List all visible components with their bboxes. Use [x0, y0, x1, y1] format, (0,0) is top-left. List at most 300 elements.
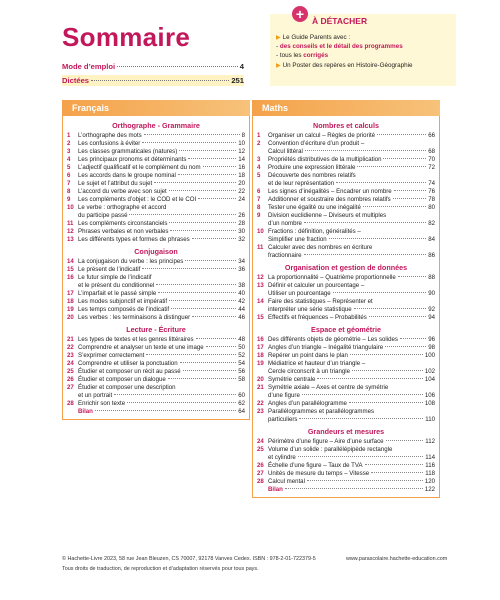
entry-title: Comprendre et utiliser la ponctuation: [78, 360, 178, 367]
section-title: Lecture - Écriture: [126, 325, 186, 334]
entry-title: La conjugaison du verbe : les principes: [78, 258, 184, 265]
toc-entry-continued: [257, 180, 435, 188]
toc-entry[interactable]: [257, 408, 435, 416]
entry-number: 15: [257, 314, 264, 321]
entry-page: 114: [425, 454, 435, 461]
entry-page: 30: [238, 228, 245, 235]
entry-number: 15: [67, 266, 74, 273]
leader-dots: [178, 174, 236, 175]
entry-page: 68: [428, 148, 435, 155]
entry-page: 22: [238, 188, 245, 195]
entry-title: Les modes subjonctif et impératif: [78, 298, 168, 305]
toc-entry[interactable]: [67, 196, 245, 204]
entry-title: Calculer avec des nombres en écriture: [268, 244, 373, 251]
toc-entry[interactable]: [257, 172, 435, 180]
entry-title: Parallélogrammes et parallélogrammes: [268, 408, 375, 415]
detacher-text: - tous les: [276, 52, 304, 59]
leader-dots: [385, 346, 426, 347]
entry-title: Étudier et composer une description: [78, 384, 176, 391]
entry-number: 26: [257, 462, 264, 469]
entry-number: 17: [257, 344, 264, 351]
toc-entry[interactable]: [67, 148, 245, 156]
entry-page: 74: [428, 180, 435, 187]
toc-entry[interactable]: [257, 196, 435, 204]
toc-entry-continued: [257, 416, 435, 424]
entry-number: 17: [67, 290, 74, 297]
entry-page: 48: [238, 336, 245, 343]
leader-dots: [302, 394, 423, 395]
entry-title: Étudier et composer un récit au passé: [78, 368, 181, 375]
entry-number: [257, 416, 268, 424]
entry-number: 12: [67, 228, 74, 235]
entry-number: 25: [67, 368, 74, 375]
entry-title: d’une figure: [268, 392, 300, 399]
entry-number: 7: [67, 180, 71, 187]
toc-entry[interactable]: [67, 258, 245, 266]
entry-number: 16: [257, 336, 264, 343]
entry-title: Les accords dans le groupe nominal: [78, 172, 176, 179]
leader-dots: [156, 284, 236, 285]
entry-title: et le présent du conditionnel: [78, 282, 155, 289]
entry-title: Symétrie centrale: [268, 376, 316, 383]
leader-dots: [285, 488, 423, 489]
leader-dots: [169, 222, 236, 223]
entry-title: interpréter une série statistique: [268, 306, 352, 313]
entry-title: Simplifier une fraction: [268, 236, 327, 243]
toc-entry[interactable]: [67, 266, 245, 274]
entry-title: Définir et calculer un pourcentage –: [268, 282, 365, 289]
entry-number: 2: [67, 140, 71, 147]
leader-dots: [114, 394, 236, 395]
entry-number: 4: [67, 156, 71, 163]
entry-title: Calcul mental: [268, 478, 305, 485]
leader-dots: [158, 292, 236, 293]
toc-entry[interactable]: [257, 228, 435, 236]
toc-entry[interactable]: [67, 274, 245, 282]
toc-entry-continued: [257, 454, 435, 462]
entry-title: Les classes grammaticales (natures): [78, 148, 178, 155]
entry-number: [257, 180, 268, 188]
entry-page: 12: [238, 148, 245, 155]
entry-title: et de leur représentation: [268, 180, 335, 187]
toc-entry-continued: [257, 290, 435, 298]
entry-title: Repérer un point dans le plan: [268, 352, 348, 359]
entry-number: 6: [67, 172, 71, 179]
toc-entry[interactable]: [67, 290, 245, 298]
entry-page: 108: [424, 400, 435, 407]
leader-dots: [386, 440, 424, 441]
toc-entry[interactable]: [257, 188, 435, 196]
entry-number: 28: [257, 478, 264, 485]
entry-title: fractionnaire: [268, 252, 302, 259]
entry-title: Volume d’un solide : parallélépipède rectangle: [268, 446, 393, 453]
detacher-text: Le Guide Parents avec :: [282, 34, 351, 41]
entry-page: 120: [424, 478, 435, 485]
toc-entry[interactable]: [67, 344, 245, 352]
entry-page: 70: [428, 156, 435, 163]
entry-page: 42: [238, 298, 245, 305]
toc-entry-continued: [257, 392, 435, 400]
entry-number: 19: [67, 306, 74, 313]
toc-entry[interactable]: [67, 408, 245, 416]
toc-entry[interactable]: [67, 156, 245, 164]
entry-title: Découverte des nombres relatifs: [268, 172, 356, 179]
leader-dots: [95, 410, 236, 411]
toc-entry[interactable]: [67, 188, 245, 196]
toc-entry-continued: [257, 148, 435, 156]
entry-number: 9: [67, 196, 71, 203]
toc-entry[interactable]: [257, 298, 435, 306]
toc-entry[interactable]: [257, 244, 435, 252]
francais-toc: [62, 116, 250, 420]
entry-title: Les verbes : les terminaisons à distinguer: [78, 314, 191, 321]
entry-title: L’orthographe des mots: [78, 132, 142, 139]
leader-dots: [185, 260, 236, 261]
detacher-highlight: corrigés: [303, 52, 329, 59]
arrow-icon: ▶: [276, 35, 281, 41]
entry-page: 94: [428, 314, 435, 321]
entry-number: [257, 220, 268, 228]
entry-number: 14: [257, 298, 264, 305]
entry-title: Fractions : définition, généralités –: [268, 228, 361, 235]
toc-entry[interactable]: [67, 314, 245, 322]
entry-page: 52: [238, 352, 245, 359]
toc-label: Dictées: [62, 76, 90, 85]
entry-page: 38: [238, 282, 245, 289]
entry-title: Les différents types et formes de phrases: [78, 236, 190, 243]
entry-page: 28: [238, 220, 245, 227]
toc-entry[interactable]: [257, 164, 435, 172]
entry-number: [257, 368, 268, 376]
section-title: Conjugaison: [134, 247, 178, 256]
entry-number: 8: [257, 204, 261, 211]
toc-entry[interactable]: [257, 446, 435, 454]
toc-entry[interactable]: [67, 368, 245, 376]
leader-dots: [206, 346, 237, 347]
entry-title: Additionner et soustraire des nombres relatifs: [268, 196, 391, 203]
entry-number: 13: [257, 282, 264, 289]
entry-page: 102: [424, 368, 435, 375]
leader-dots: [350, 354, 423, 355]
entry-number: [257, 454, 268, 462]
entry-number: [67, 212, 78, 220]
entry-number: 5: [67, 164, 71, 171]
entry-title: L’accord du verbe avec son sujet: [78, 188, 167, 195]
toc-entry[interactable]: [257, 384, 435, 392]
toc-entry[interactable]: [67, 376, 245, 384]
entry-number: 22: [257, 400, 264, 407]
entry-title: d’un nombre: [268, 220, 302, 227]
entry-number: 10: [67, 204, 74, 211]
entry-number: 4: [257, 164, 261, 171]
toc-entry[interactable]: [67, 132, 245, 140]
entry-page: 86: [428, 252, 435, 259]
toc-dictees[interactable]: [62, 75, 244, 86]
entry-page: 122: [424, 486, 435, 493]
entry-title: Unités de mesure du temps – Vitesse: [268, 470, 370, 477]
toc-entry[interactable]: [257, 470, 435, 478]
detacher-highlight: des conseils et le détail des programmes: [279, 43, 403, 50]
toc-entry[interactable]: [257, 400, 435, 408]
entry-page: 66: [428, 132, 435, 139]
toc-entry[interactable]: [67, 204, 245, 212]
toc-entry[interactable]: [67, 360, 245, 368]
entry-title: Cercle circonscrit à un triangle: [268, 368, 350, 375]
entry-page: 18: [238, 172, 245, 179]
toc-entry[interactable]: [257, 336, 435, 344]
toc-entry[interactable]: [67, 236, 245, 244]
toc-entry-continued: [257, 306, 435, 314]
toc-entry[interactable]: [67, 172, 245, 180]
leader-dots: [371, 472, 423, 473]
leader-dots: [398, 276, 427, 277]
entry-title: Produire une expression littérale: [268, 164, 356, 171]
entry-number: [257, 486, 268, 494]
entry-number: 22: [67, 344, 74, 351]
entry-page: 50: [238, 344, 245, 351]
entry-number: 8: [67, 188, 71, 195]
entry-number: [257, 290, 268, 298]
entry-page: 40: [238, 290, 245, 297]
toc-entry[interactable]: [67, 384, 245, 392]
entry-title: Propriétés distributives de la multiplication: [268, 156, 382, 163]
section-title: Organisation et gestion de données: [284, 263, 408, 272]
entry-page: 104: [424, 376, 435, 383]
entry-title: particuliers: [268, 416, 298, 423]
leader-dots: [198, 198, 236, 199]
entry-number: [257, 392, 268, 400]
toc-entry[interactable]: [67, 336, 245, 344]
entry-title: du participe passé: [78, 212, 128, 219]
toc-entry[interactable]: [257, 478, 435, 486]
leader-dots: [129, 214, 236, 215]
toc-entry[interactable]: [257, 314, 435, 322]
entry-title: Calcul littéral: [268, 148, 303, 155]
entry-number: [67, 408, 78, 416]
entry-title: Des différents objets de géométrie – Les solides: [268, 336, 398, 343]
entry-page: 64: [238, 408, 245, 415]
leader-dots: [304, 222, 426, 223]
detacher-line: [276, 52, 328, 59]
entry-number: 10: [257, 228, 264, 235]
toc-entry[interactable]: [257, 132, 435, 140]
leader-dots: [307, 480, 423, 481]
leader-dots: [142, 268, 236, 269]
maths-toc: [252, 116, 440, 498]
entry-title: Médiatrice et hauteur d’un triangle –: [268, 360, 366, 367]
entry-page: 62: [238, 400, 245, 407]
entry-page: 8: [241, 132, 245, 139]
entry-title: Angles d’un parallélogramme: [268, 400, 347, 407]
entry-title: L’adjectif qualificatif et le complément du nom: [78, 164, 201, 171]
leader-dots: [146, 354, 236, 355]
entry-title: Comprendre et analyser un texte et une image: [78, 344, 204, 351]
toc-mode-emploi[interactable]: [62, 62, 244, 71]
entry-number: 20: [67, 314, 74, 321]
leader-dots: [117, 66, 238, 67]
entry-number: [257, 148, 268, 156]
detacher-box: [270, 6, 456, 86]
leader-dots: [317, 378, 422, 379]
entry-title: Échelle d’une figure – Taux de TVA: [268, 462, 363, 469]
toc-entry-continued: [257, 236, 435, 244]
francais-column: [62, 100, 250, 420]
section-title: Nombres et calculs: [313, 121, 379, 130]
leader-dots: [169, 300, 236, 301]
toc-entry[interactable]: [257, 360, 435, 368]
entry-title: Bilan: [78, 408, 93, 415]
entry-number: 24: [67, 360, 74, 367]
leader-dots: [299, 418, 423, 419]
toc-entry[interactable]: [67, 180, 245, 188]
leader-dots: [298, 456, 424, 457]
section-title: Orthographe - Grammaire: [112, 121, 200, 130]
entry-page: 92: [428, 306, 435, 313]
toc-entry[interactable]: [257, 376, 435, 384]
entry-page: 20: [238, 180, 245, 187]
entry-page: 44: [238, 306, 245, 313]
leader-dots: [127, 402, 236, 403]
entry-page: 84: [428, 236, 435, 243]
toc-entry[interactable]: [67, 400, 245, 408]
maths-header: Maths: [252, 100, 440, 116]
toc-entry[interactable]: [257, 462, 435, 470]
entry-page: 26: [238, 212, 245, 219]
entry-number: 11: [67, 220, 74, 227]
toc-entry[interactable]: [257, 204, 435, 212]
leader-dots: [369, 316, 426, 317]
entry-number: 23: [257, 408, 264, 415]
entry-number: 1: [67, 132, 71, 139]
entry-page: 82: [428, 220, 435, 227]
entry-title: Angles d’un triangle – Inégalité triangulaire: [268, 344, 384, 351]
entry-number: 3: [257, 156, 261, 163]
leader-dots: [363, 206, 426, 207]
toc-entry[interactable]: [257, 438, 435, 446]
entry-page: 32: [238, 236, 245, 243]
leader-dots: [154, 182, 236, 183]
leader-dots: [394, 190, 427, 191]
entry-title: Périmètre d’une figure – Aire d’une surface: [268, 438, 384, 445]
toc-entry-continued: [67, 212, 245, 220]
entry-title: S’exprimer correctement: [78, 352, 145, 359]
arrow-icon: ▶: [276, 63, 281, 69]
leader-dots: [352, 370, 423, 371]
leader-dots: [91, 80, 229, 81]
entry-number: [257, 306, 268, 314]
entry-page: 106: [424, 392, 435, 399]
leader-dots: [365, 464, 424, 465]
toc-entry[interactable]: [67, 140, 245, 148]
entry-title: Division euclidienne – Diviseurs et multiples: [268, 212, 387, 219]
detacher-line: [276, 62, 412, 69]
detacher-line: [276, 43, 403, 50]
entry-page: 110: [425, 416, 435, 423]
entry-number: 21: [67, 336, 74, 343]
toc-entry[interactable]: [257, 212, 435, 220]
toc-label: Mode d’emploi: [62, 62, 116, 71]
entry-title: L’imparfait et le passé simple: [78, 290, 157, 297]
toc-entry[interactable]: [257, 156, 435, 164]
entry-page: 10: [238, 140, 245, 147]
entry-number: 12: [257, 274, 264, 281]
entry-title: Utiliser un pourcentage: [268, 290, 331, 297]
toc-entry[interactable]: [67, 298, 245, 306]
entry-number: 5: [257, 172, 261, 179]
toc-entry-continued: [257, 220, 435, 228]
entry-title: Faire des statistiques – Représenter et: [268, 298, 373, 305]
entry-number: 9: [257, 212, 261, 219]
entry-number: [67, 392, 78, 400]
entry-number: 26: [67, 376, 74, 383]
leader-dots: [183, 370, 237, 371]
entry-number: 11: [257, 244, 264, 251]
entry-number: 20: [257, 376, 264, 383]
entry-page: 116: [425, 462, 435, 469]
entry-title: Convention d’écriture d’un produit –: [268, 140, 365, 147]
toc-entry[interactable]: [257, 352, 435, 360]
leader-dots: [144, 134, 240, 135]
entry-page: 112: [425, 438, 435, 445]
leader-dots: [354, 308, 427, 309]
entry-title: Étudier et composer un dialogue: [78, 376, 166, 383]
entry-number: 7: [257, 196, 261, 203]
leader-dots: [349, 402, 423, 403]
leader-dots: [192, 238, 237, 239]
leader-dots: [196, 338, 237, 339]
toc-entry-continued: [257, 252, 435, 260]
entry-page: 90: [428, 290, 435, 297]
toc-entry[interactable]: [67, 306, 245, 314]
detacher-line: [276, 34, 350, 41]
entry-title: Les confusions à éviter: [78, 140, 141, 147]
entry-page: 60: [238, 392, 245, 399]
entry-page: 36: [238, 266, 245, 273]
entry-number: 18: [257, 352, 264, 359]
toc-entry[interactable]: [257, 274, 435, 282]
detacher-title: À DÉTACHER: [312, 16, 368, 26]
entry-title: Tester une égalité ou une inégalité: [268, 204, 361, 211]
toc-page: 251: [231, 76, 244, 85]
francais-header: Français: [62, 100, 250, 116]
toc-entry[interactable]: [257, 140, 435, 148]
toc-entry[interactable]: [257, 344, 435, 352]
entry-page: 100: [424, 352, 435, 359]
entry-page: 80: [428, 204, 435, 211]
toc-entry[interactable]: [67, 352, 245, 360]
toc-entry[interactable]: [67, 228, 245, 236]
leader-dots: [357, 166, 426, 167]
entry-number: 23: [67, 352, 74, 359]
entry-page: 14: [238, 156, 245, 163]
toc-entry[interactable]: [67, 164, 245, 172]
entry-page: 56: [238, 368, 245, 375]
toc-entry[interactable]: [257, 282, 435, 290]
section-title: Grandeurs et mesures: [307, 427, 385, 436]
footer-url[interactable]: www.parascolaire.hachette-education.com: [346, 556, 448, 562]
entry-number: 25: [257, 446, 264, 453]
toc-entry[interactable]: [67, 220, 245, 228]
entry-title: Les principaux pronoms et déterminants: [78, 156, 187, 163]
entry-page: 46: [238, 314, 245, 321]
entry-page: 78: [428, 196, 435, 203]
toc-entry[interactable]: [257, 486, 435, 494]
entry-page: 96: [428, 336, 435, 343]
entry-title: Les compléments d’objet : le COD et le COI: [78, 196, 197, 203]
maths-column: [252, 100, 440, 498]
leader-dots: [393, 198, 427, 199]
entry-title: Les compléments circonstanciels: [78, 220, 168, 227]
